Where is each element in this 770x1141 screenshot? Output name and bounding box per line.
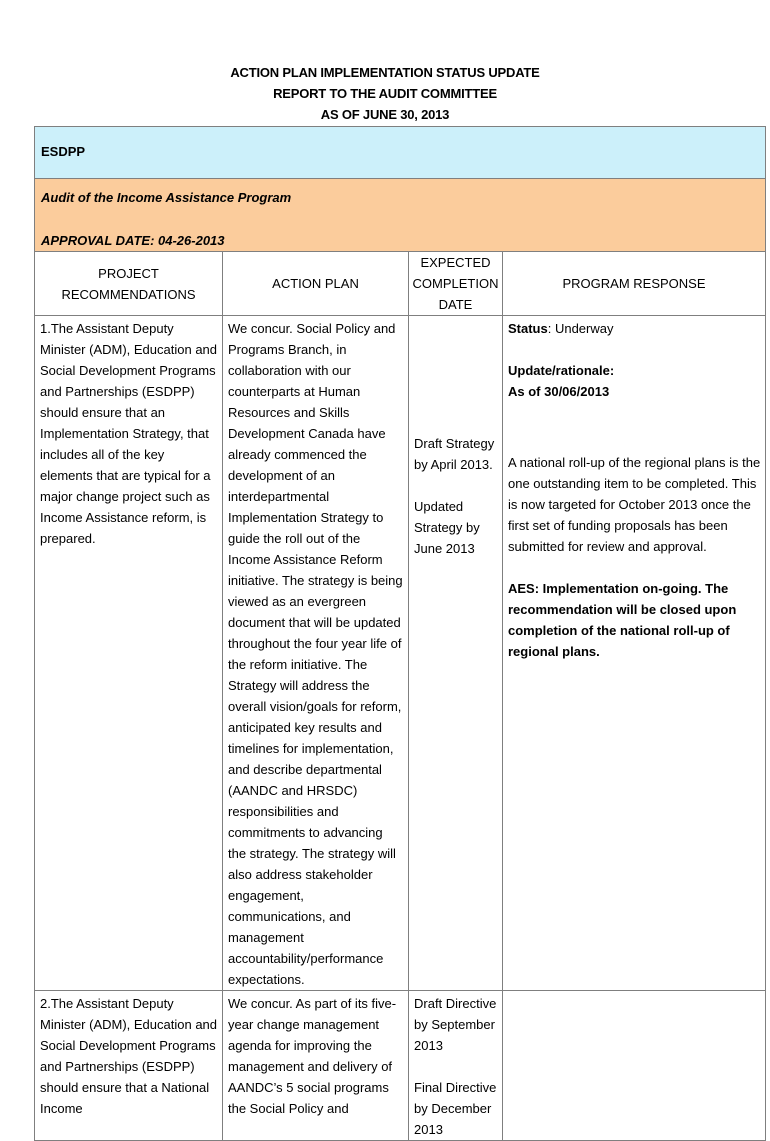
update-date: As of 30/06/2013: [508, 384, 610, 399]
status-label: Status: [508, 321, 548, 336]
status-line: [508, 318, 761, 339]
response-cell: [503, 316, 766, 991]
expected-date-final: Final Directive by December 2013: [414, 1080, 497, 1137]
col-header-action-plan: ACTION PLAN: [223, 252, 409, 316]
col-header-expected-date: [409, 252, 503, 316]
org-header: ESDPP: [35, 127, 766, 179]
aes-note: AES: Implementation on-going. The recommendation will be closed upon completion of the national roll-up of regional plans.: [508, 581, 737, 659]
col-header-response: PROGRAM RESPONSE: [503, 252, 766, 316]
expected-date-draft: Draft Directive by September 2013: [414, 996, 497, 1053]
report-title-line2: REPORT TO THE AUDIT COMMITTEE: [273, 86, 497, 101]
status-value: : Underway: [547, 321, 614, 336]
table-row: [35, 316, 766, 991]
col-header-expected-line1: EXPECTED: [420, 255, 491, 270]
expected-date-cell: [409, 991, 503, 1141]
action-plan-cell: We concur. As part of its five-year change management agenda for improving the management and delivery of AANDC’s 5 social programs the Social Policy and: [223, 991, 409, 1141]
col-header-expected-line3: DATE: [438, 297, 473, 312]
column-header-row: [35, 252, 766, 316]
report-title-line3: AS OF JUNE 30, 2013: [320, 107, 450, 122]
recommendation-cell: 1.The Assistant Deputy Minister (ADM), Education and Social Development Programs and Partnerships (ESDPP) should ensure that an Implementation Strategy, that includes all of the key elements that are typical for a major change project such as Income Assistance reform, is prepared.: [35, 316, 223, 991]
approval-date: APPROVAL DATE: 04-26-2013: [41, 233, 225, 248]
update-label: Update/rationale:: [508, 363, 615, 378]
audit-title: Audit of the Income Assistance Program: [41, 190, 292, 205]
expected-date-cell: [409, 316, 503, 991]
audit-header: [35, 179, 766, 252]
action-plan-cell: We concur. Social Policy and Programs Branch, in collaboration with our counterparts at Human Resources and Skills Development Canada have already commenced the development of an interdepartmental Implementation Strategy to guide the roll out of the Income Assistance Reform initiative. The strategy is being viewed as an evergreen document that will be updated throughout the four year life of the reform initiative. The Strategy will address the overall vision/goals for reform, anticipated key results and timelines for implementation, and describe departmental (AANDC and HRSDC) responsibilities and commitments to advancing the strategy. The strategy will also address stakeholder engagement, communications, and management accountability/performance expectations.: [223, 316, 409, 991]
expected-date-draft: Draft Strategy by April 2013.: [414, 436, 495, 472]
col-header-expected-line2: COMPLETION: [412, 276, 499, 291]
expected-date-updated: Updated Strategy by June 2013: [414, 499, 480, 556]
col-header-recommendations: PROJECT RECOMMENDATIONS: [35, 252, 223, 316]
response-text: A national roll-up of the regional plans is the one outstanding item to be completed. This is now targeted for October 2013 once the first set of funding proposals has been submitted for review and approval.: [508, 455, 761, 554]
recommendation-cell: 2.The Assistant Deputy Minister (ADM), Education and Social Development Programs and Partnerships (ESDPP) should ensure that a National Income: [35, 991, 223, 1141]
response-cell: [503, 991, 766, 1141]
action-plan-table: [34, 126, 766, 1141]
report-title-line1: ACTION PLAN IMPLEMENTATION STATUS UPDATE: [230, 65, 540, 80]
table-row: [35, 991, 766, 1141]
